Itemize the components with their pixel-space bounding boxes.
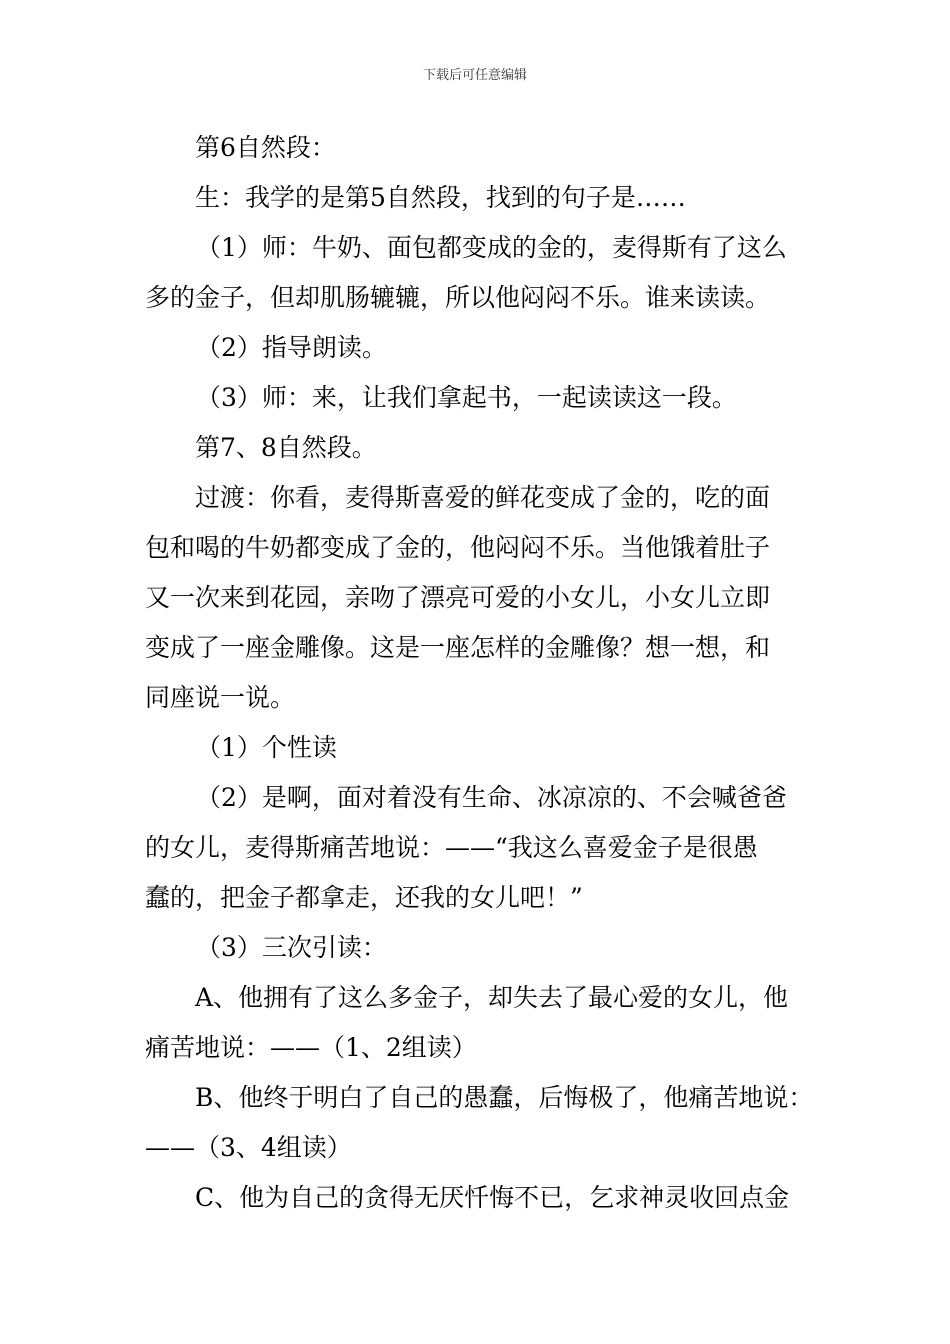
text-line: 多的金子，但却肌肠辘辘，所以他闷闷不乐。谁来读读。	[145, 283, 771, 312]
text-line: 包和喝的牛奶都变成了金的，他闷闷不乐。当他饿着肚子	[145, 533, 771, 562]
text-line: 过渡：你看，麦得斯喜爱的鲜花变成了金的，吃的面	[195, 483, 771, 512]
text-line: （2）指导朗读。	[196, 333, 387, 362]
text-line: 的女儿，麦得斯痛苦地说：——“我这么喜爱金子是很愚	[145, 833, 758, 862]
text-line: 变成了一座金雕像。这是一座怎样的金雕像？想一想，和	[145, 633, 771, 662]
text-line: C、他为自己的贪得无厌忏悔不已，乞求神灵收回点金	[195, 1183, 790, 1212]
text-line: 痛苦地说：——（1、2组读）	[145, 1033, 477, 1062]
text-line: ——（3、4组读）	[145, 1133, 352, 1162]
text-line: 又一次来到花园，亲吻了漂亮可爱的小女儿，小女儿立即	[145, 583, 771, 612]
text-line: （3）师：来，让我们拿起书，一起读读这一段。	[196, 383, 737, 412]
text-line: 生：我学的是第5自然段，找到的句子是……	[195, 183, 686, 212]
text-line: （1）师：牛奶、面包都变成的金的，麦得斯有了这么	[196, 233, 787, 262]
text-line: （3）三次引读：	[196, 933, 387, 962]
page-header: 下载后可任意编辑	[422, 68, 527, 83]
text-line: 第7、8自然段。	[195, 433, 377, 462]
text-line: （2）是啊，面对着没有生命、冰凉凉的、不会喊爸爸	[196, 783, 787, 812]
text-line: 同座说一说。	[145, 683, 296, 712]
text-line: 第6自然段：	[195, 133, 336, 162]
text-line: B、他终于明白了自己的愚蠢，后悔极了，他痛苦地说：	[195, 1083, 814, 1112]
text-line: A、他拥有了这么多金子，却失去了最心爱的女儿，他	[195, 983, 789, 1012]
text-line: 蠢的，把金子都拿走，还我的女儿吧！”	[145, 883, 583, 912]
text-line: （1）个性读	[196, 733, 337, 762]
